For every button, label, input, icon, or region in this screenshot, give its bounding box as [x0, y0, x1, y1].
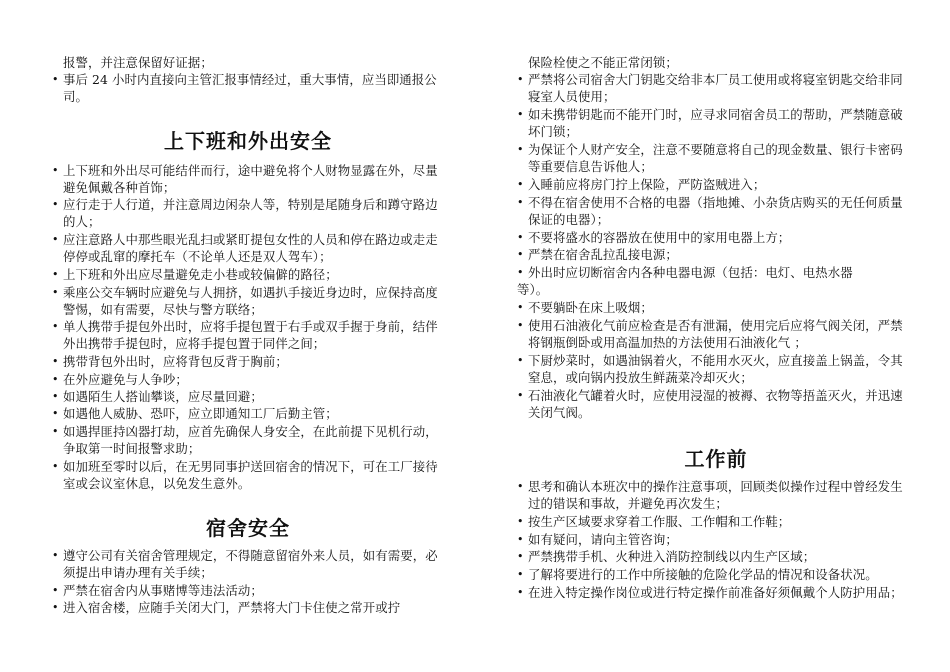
list-item: • 严禁在宿舍乱拉乱接电源；	[517, 246, 915, 263]
list-item: • 为保证个人财产安全，注意不要随意将自己的现金数量、银行卡密码等重要信息告诉他人；	[517, 141, 915, 175]
list-item: • 乘座公交车辆时应避免与人拥挤，如遇扒手接近身边时，应保持高度警惕，如有需要，尽快与警方联络；	[52, 284, 444, 318]
list-item: • 严禁在宿舍内从事赌博等违法活动；	[52, 582, 444, 599]
list-item: • 了解将要进行的工作中所接触的危险化学品的情况和设备状况。	[517, 566, 915, 583]
item-continuation: 保险栓使之不能正常闭锁；	[528, 55, 678, 70]
list-item: • 如有疑问，请向主管咨询；	[517, 531, 915, 548]
list-item: • 如遇他人威胁、恐吓，应立即通知工厂后勤主管；	[52, 405, 444, 422]
intro-continuation: 报警，并注意保留好证据；	[63, 55, 213, 70]
list-item: • 不要躺卧在床上吸烟；	[517, 299, 915, 316]
section-title-commute: 上下班和外出安全	[164, 129, 332, 153]
list-item: • 按生产区域要求穿着工作服、工作帽和工作鞋；	[517, 513, 915, 530]
list-item: • 如遇捍匪持凶器打劫，应首先确保人身安全，在此前提下见机行动，争取第一时间报警求助；	[52, 423, 444, 457]
list-item: • 不得在宿舍使用不合格的电器（指地摊、小杂货店购买的无任何质量保证的电器）；	[517, 194, 915, 228]
list-item: • 如加班至零时以后，在无男同事护送回宿舍的情况下，可在工厂接待室或会议室休息，以免发生意外。	[52, 458, 444, 492]
list-item: • 在进入特定操作岗位或进行特定操作前准备好须佩戴个人防护用品；	[517, 584, 915, 601]
list-item: • 如未携带钥匙而不能开门时，应寻求同宿舍员工的帮助，严禁随意破坏门锁；	[517, 106, 915, 140]
list-item: • 上下班和外出应尽量避免走小巷或较偏僻的路径；	[52, 266, 444, 283]
list-item: • 石油液化气罐着火时，应使用浸湿的被褥、衣物等捂盖灭火，并迅速关闭气阀。	[517, 387, 915, 421]
section-title-dorm: 宿舍安全	[206, 516, 290, 540]
list-item: • 事后 24 小时内直接向主管汇报事情经过，重大事情，应当即通报公司。	[52, 71, 444, 105]
list-item: • 不要将盛水的容器放在使用中的家用电器上方；	[517, 229, 915, 246]
list-item: • 单人携带手提包外出时，应将手提包置于右手或双手握于身前，结伴外出携带手提包时，应将手提包置于同伴之间；	[52, 318, 444, 352]
list-item: • 携带背包外出时，应将背包反背于胸前；	[52, 353, 444, 370]
list-item: • 在外应避免与人争吵；	[52, 371, 444, 388]
list-item-power-off: • 外出时应切断宿舍内各种电器电源（包括：电灯、电热水器	[517, 264, 915, 281]
list-item: • 入睡前应将房门拧上保险，严防盗贼进入；	[517, 176, 915, 193]
list-item: • 严禁携带手机、火种进入消防控制线以内生产区域；	[517, 548, 915, 565]
list-item: • 思考和确认本班次中的操作注意事项，回顾类似操作过程中曾经发生过的错误和事故，并避免再次发生；	[517, 478, 915, 512]
list-item: • 遵守公司有关宿舍管理规定，不得随意留宿外来人员，如有需要，必须提出申请办理有关手续；	[52, 547, 444, 581]
list-item: • 应行走于人行道，并注意周边闲杂人等，特别是尾随身后和蹲守路边的人；	[52, 196, 444, 230]
list-item: • 下厨炒菜时，如遇油锅着火，不能用水灭火，应直接盖上锅盖，令其窒息，或向锅内投放生鲜蔬菜冷却灭火；	[517, 352, 915, 386]
list-item: • 严禁将公司宿舍大门钥匙交给非本厂员工使用或将寝室钥匙交给非同寝室人员使用；	[517, 71, 915, 105]
section-title-before-work: 工作前	[684, 447, 748, 471]
list-item: • 上下班和外出尽可能结伴而行，途中避免将个人财物显露在外，尽量避免佩戴各种首饰；	[52, 162, 444, 196]
list-item: • 使用石油液化气前应检查是否有泄漏，使用完后应将气阀关闭，严禁将钢瓶倒卧或用高温加热的方法使用石油液化气 ；	[517, 317, 915, 351]
list-item-power-off-tail: 等）。	[517, 282, 549, 297]
list-item: • 应注意路人中那些眼光乱扫或紧盯提包女性的人员和停在路边或走走停停或乱窜的摩托车（不论单人还是双人驾车）；	[52, 231, 444, 265]
list-item: • 进入宿舍楼，应随手关闭大门，严禁将大门卡住使之常开或拧	[52, 599, 444, 616]
list-item: • 如遇陌生人搭讪攀谈，应尽量回避；	[52, 388, 444, 405]
